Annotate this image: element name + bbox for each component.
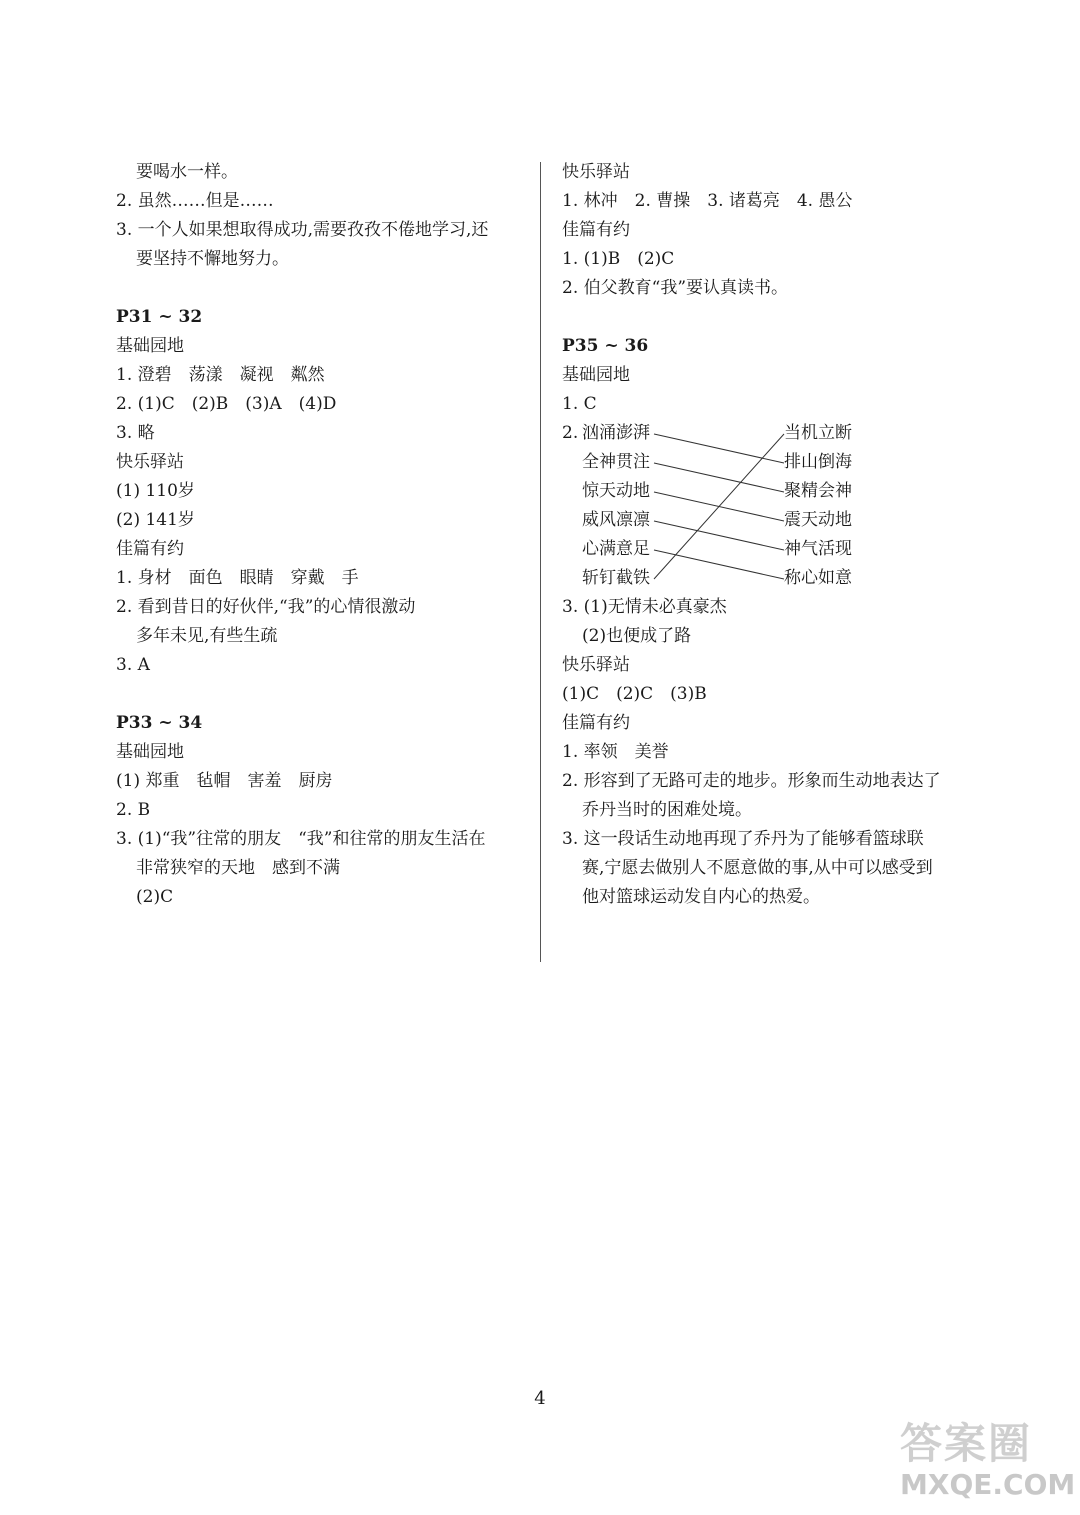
section-heading: P35 ~ 36	[562, 336, 649, 356]
answer-line: 要坚持不懈地努力。	[136, 249, 289, 269]
answer-line: 3. 这一段话生动地再现了乔丹为了能够看篮球联	[562, 829, 924, 849]
answer-line: 2. (1)C (2)B (3)A (4)D	[116, 394, 337, 414]
right-column	[562, 158, 982, 912]
matching-exercise	[562, 419, 982, 593]
watermark-title: 答案圈	[900, 1419, 1033, 1468]
answer-line: 赛,宁愿去做别人不愿意做的事,从中可以感受到	[582, 858, 933, 878]
answer-line: 2. 虽然……但是……	[116, 191, 274, 211]
answer-line: 佳篇有约	[116, 539, 184, 559]
answer-line: 3. (1)无情未必真豪杰	[562, 597, 727, 617]
answer-line: 2. 形容到了无路可走的地步。形象而生动地表达了	[562, 771, 941, 791]
answer-line: (1) 110岁	[116, 481, 195, 501]
answer-line: 3. A	[116, 655, 150, 675]
match-right-word: 震天动地	[784, 510, 852, 530]
answer-line: (2)也便成了路	[582, 626, 692, 646]
match-left-word: 斩钉截铁	[582, 568, 650, 588]
watermark-logo	[900, 1419, 1076, 1508]
spacer	[116, 680, 528, 709]
right-column-top	[562, 158, 982, 419]
answer-line: 快乐驿站	[116, 452, 184, 472]
match-connector-line	[654, 434, 784, 463]
section-heading: P33 ~ 34	[116, 713, 203, 733]
answer-line: 快乐驿站	[562, 655, 630, 675]
answer-line: 1. 率领 美誉	[562, 742, 669, 762]
answer-line: 2. 伯父教育“我”要认真读书。	[562, 278, 789, 298]
answer-line: 3. (1)“我”往常的朋友 “我”和往常的朋友生活在	[116, 829, 486, 849]
answer-line: 基础园地	[562, 365, 630, 385]
match-right-word: 当机立断	[784, 423, 852, 443]
answer-line: (2)C	[136, 887, 174, 907]
answer-line: 1. 澄碧 荡漾 凝视 粼然	[116, 365, 325, 385]
answer-line: (1) 郑重 毡帽 害羞 厨房	[116, 771, 333, 791]
match-right-word: 聚精会神	[784, 481, 852, 501]
right-column-bottom	[562, 593, 982, 912]
answer-line: 2. 看到昔日的好伙伴,“我”的心情很激动	[116, 597, 416, 617]
answer-line: 1. 身材 面色 眼睛 穿戴 手	[116, 568, 359, 588]
watermark-url: MXQE.COM	[900, 1468, 1076, 1501]
match-left-word: 惊天动地	[582, 481, 650, 501]
answer-line: (1)C (2)C (3)B	[562, 684, 707, 704]
answer-line: 1. C	[562, 394, 597, 414]
answer-line: (2) 141岁	[116, 510, 195, 530]
match-right-word: 神气活现	[784, 539, 852, 559]
answer-line: 非常狭窄的天地 感到不满	[136, 858, 340, 878]
column-divider	[540, 162, 541, 962]
answer-line: 要喝水一样。	[136, 162, 238, 182]
match-right-word: 排山倒海	[784, 452, 852, 472]
match-left-word: 汹涌澎湃	[582, 423, 650, 443]
answer-line: 基础园地	[116, 336, 184, 356]
answer-line: 2. B	[116, 800, 151, 820]
answer-line: 乔丹当时的困难处境。	[582, 800, 752, 820]
answer-line: 佳篇有约	[562, 713, 630, 733]
matching-number: 2.	[562, 423, 579, 443]
answer-line: 多年未见,有些生疏	[136, 626, 278, 646]
left-column	[116, 158, 528, 912]
page-number: 4	[534, 1388, 546, 1409]
spacer	[562, 303, 982, 332]
match-left-word: 威风凛凛	[582, 510, 650, 530]
match-connector-line	[654, 550, 784, 579]
answer-line: 3. 略	[116, 423, 155, 443]
match-connector-line	[654, 521, 784, 550]
section-heading: P31 ~ 32	[116, 307, 203, 327]
match-connector-line	[654, 463, 784, 492]
answer-line: 佳篇有约	[562, 220, 630, 240]
answer-line: 3. 一个人如果想取得成功,需要孜孜不倦地学习,还	[116, 220, 489, 240]
answer-line: 他对篮球运动发自内心的热爱。	[582, 887, 820, 907]
answer-line: 快乐驿站	[562, 162, 630, 182]
answer-line: 基础园地	[116, 742, 184, 762]
match-connector-line	[654, 434, 784, 579]
match-left-word: 心满意足	[582, 539, 650, 559]
match-left-word: 全神贯注	[582, 452, 650, 472]
match-right-word: 称心如意	[784, 568, 852, 588]
spacer	[116, 274, 528, 303]
answer-line: 1. (1)B (2)C	[562, 249, 675, 269]
answer-line: 1. 林冲 2. 曹操 3. 诸葛亮 4. 愚公	[562, 191, 853, 211]
